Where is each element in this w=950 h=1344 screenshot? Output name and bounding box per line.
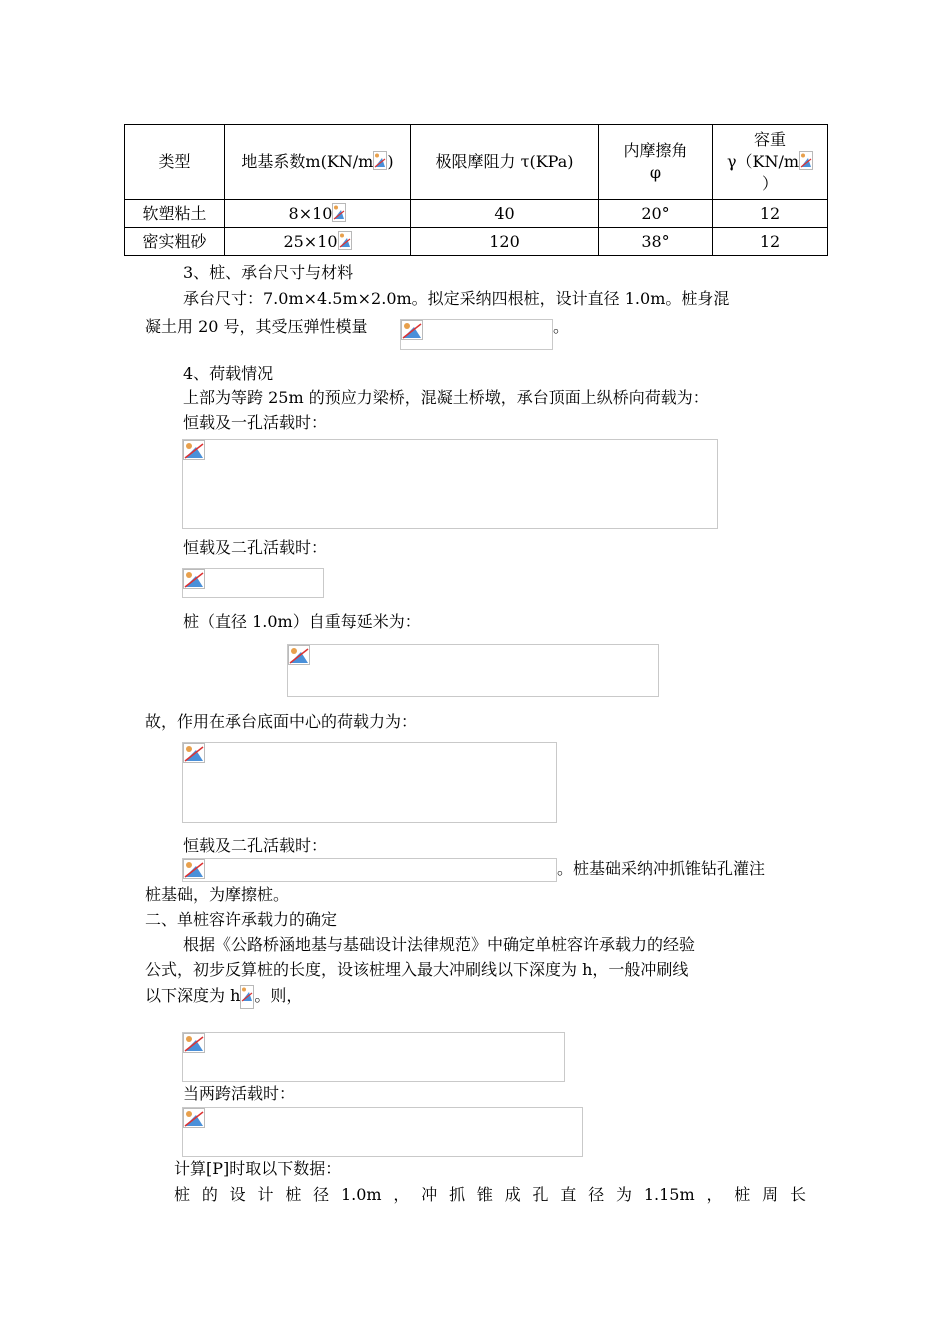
header-gamma-line3: ） xyxy=(761,174,778,193)
section-3-line2-end: 。 xyxy=(553,317,570,336)
section-2-line2: 公式，初步反算桩的长度，设该桩埋入最大冲刷线以下深度为 h，一般冲刷线 xyxy=(145,960,689,979)
header-m-label: 地基系数m(KN/m xyxy=(241,152,374,171)
formula-image-elastic-modulus xyxy=(400,319,553,350)
table-row xyxy=(125,200,828,228)
section-4-line3: 恒载及二孔活载时： xyxy=(183,538,328,557)
justified-word: 抓 xyxy=(449,1185,466,1204)
formula-image-load-one-span xyxy=(182,439,718,529)
row-tau: 40 xyxy=(411,200,599,228)
broken-image-icon xyxy=(183,743,205,763)
broken-image-icon xyxy=(332,203,346,222)
header-type: 类型 xyxy=(125,125,225,200)
row-type: 密实粗砂 xyxy=(125,228,225,256)
formula-image-two-span-bottom xyxy=(182,858,557,882)
broken-image-icon xyxy=(183,1033,205,1053)
header-m-close: ) xyxy=(387,152,394,171)
justified-word: 周 xyxy=(762,1185,779,1204)
row-type: 软塑粘土 xyxy=(125,200,225,228)
justified-word: 桩 xyxy=(285,1185,302,1204)
justified-word: 的 xyxy=(201,1185,218,1204)
row-phi: 20° xyxy=(599,200,713,228)
row-gamma: 12 xyxy=(713,200,828,228)
section-4-line4: 桩（直径 1.0m）自重每延米为： xyxy=(183,612,421,631)
justified-word: 孔 xyxy=(532,1185,549,1204)
justified-word: 桩 xyxy=(734,1185,751,1204)
section-3-line1: 承台尺寸：7.0m×4.5m×2.0m。拟定采纳四根桩，设计直径 1.0m。桩身混 xyxy=(183,289,730,308)
section-4-line2: 恒载及一孔活载时： xyxy=(183,413,328,432)
formula-image-pile-capacity xyxy=(182,1032,565,1082)
row-gamma: 12 xyxy=(713,228,828,256)
broken-image-icon xyxy=(373,151,387,170)
section-2-line6 xyxy=(174,1184,806,1206)
justified-word: 直 xyxy=(560,1185,577,1204)
justified-word: 计 xyxy=(257,1185,274,1204)
header-gamma-line1: 容重 xyxy=(753,130,786,149)
section-2-title: 二、单桩容许承载力的确定 xyxy=(145,910,338,929)
broken-image-icon xyxy=(401,320,423,340)
row-m: 8×10 xyxy=(225,200,411,228)
broken-image-icon xyxy=(183,1108,205,1128)
justified-word: 长 xyxy=(789,1185,806,1204)
section-2-line4: 当两跨活载时： xyxy=(183,1084,296,1103)
header-foundation-coefficient xyxy=(225,125,411,200)
justified-word: 冲 xyxy=(421,1185,438,1204)
row-phi: 38° xyxy=(599,228,713,256)
header-friction-resistance: 极限摩阻力 τ(KPa) xyxy=(411,125,599,200)
section-4-title: 4、荷载情况 xyxy=(183,364,274,383)
formula-image-bottom-load xyxy=(182,742,557,823)
section-4-line6: 恒载及二孔活载时： xyxy=(183,836,328,855)
row-tau: 120 xyxy=(411,228,599,256)
section-4-line7-end: 。桩基础采纳冲抓锥钻孔灌注 xyxy=(557,859,766,878)
broken-image-icon xyxy=(288,645,310,665)
soil-properties-table xyxy=(124,124,828,256)
section-4-line5: 故，作用在承台底面中心的荷载力为： xyxy=(145,712,418,731)
formula-image-two-span-load xyxy=(182,1107,583,1157)
justified-word: 桩 xyxy=(174,1185,191,1204)
broken-image-icon xyxy=(183,859,205,879)
broken-image-icon xyxy=(799,151,813,170)
justified-word: 为 xyxy=(616,1185,633,1204)
section-3-title: 3、桩、承台尺寸与材料 xyxy=(183,263,354,282)
header-gamma-line2: γ（KN/m xyxy=(726,152,800,171)
section-3-line2: 凝土用 20 号，其受压弹性模量 xyxy=(145,317,368,336)
justified-word: 1.15m xyxy=(643,1185,695,1204)
section-2-line1: 根据《公路桥涵地基与基础设计法律规范》中确定单桩容许承载力的经验 xyxy=(183,935,696,954)
justified-word: 锥 xyxy=(476,1185,493,1204)
table-header-row xyxy=(125,125,828,200)
broken-image-icon xyxy=(183,569,205,589)
justified-word: 设 xyxy=(229,1185,246,1204)
section-4-line8: 桩基础，为摩擦桩。 xyxy=(145,885,290,904)
broken-image-icon xyxy=(338,231,352,250)
justified-word: ， xyxy=(393,1185,410,1204)
broken-image-icon xyxy=(183,440,205,460)
justified-word: 成 xyxy=(504,1185,521,1204)
header-unit-weight xyxy=(713,125,828,200)
justified-word: 径 xyxy=(588,1185,605,1204)
header-phi-line2: φ xyxy=(649,163,662,182)
header-internal-friction-angle xyxy=(599,125,713,200)
justified-word: ， xyxy=(706,1185,723,1204)
justified-word: 径 xyxy=(313,1185,330,1204)
justified-word: 1.0m xyxy=(340,1185,382,1204)
table-row xyxy=(125,228,828,256)
header-phi-line1: 内摩擦角 xyxy=(623,141,688,160)
section-2-line5: 计算[P]时取以下数据： xyxy=(174,1159,342,1178)
formula-image-load-two-span xyxy=(182,568,324,598)
row-m: 25×10 xyxy=(225,228,411,256)
section-2-line3: 以下深度为 h 。则， xyxy=(145,985,302,1009)
section-4-line1: 上部为等跨 25m 的预应力梁桥，混凝土桥墩，承台顶面上纵桥向荷载为： xyxy=(183,388,709,407)
formula-image-pile-weight xyxy=(287,644,659,697)
broken-image-icon xyxy=(240,985,254,1009)
